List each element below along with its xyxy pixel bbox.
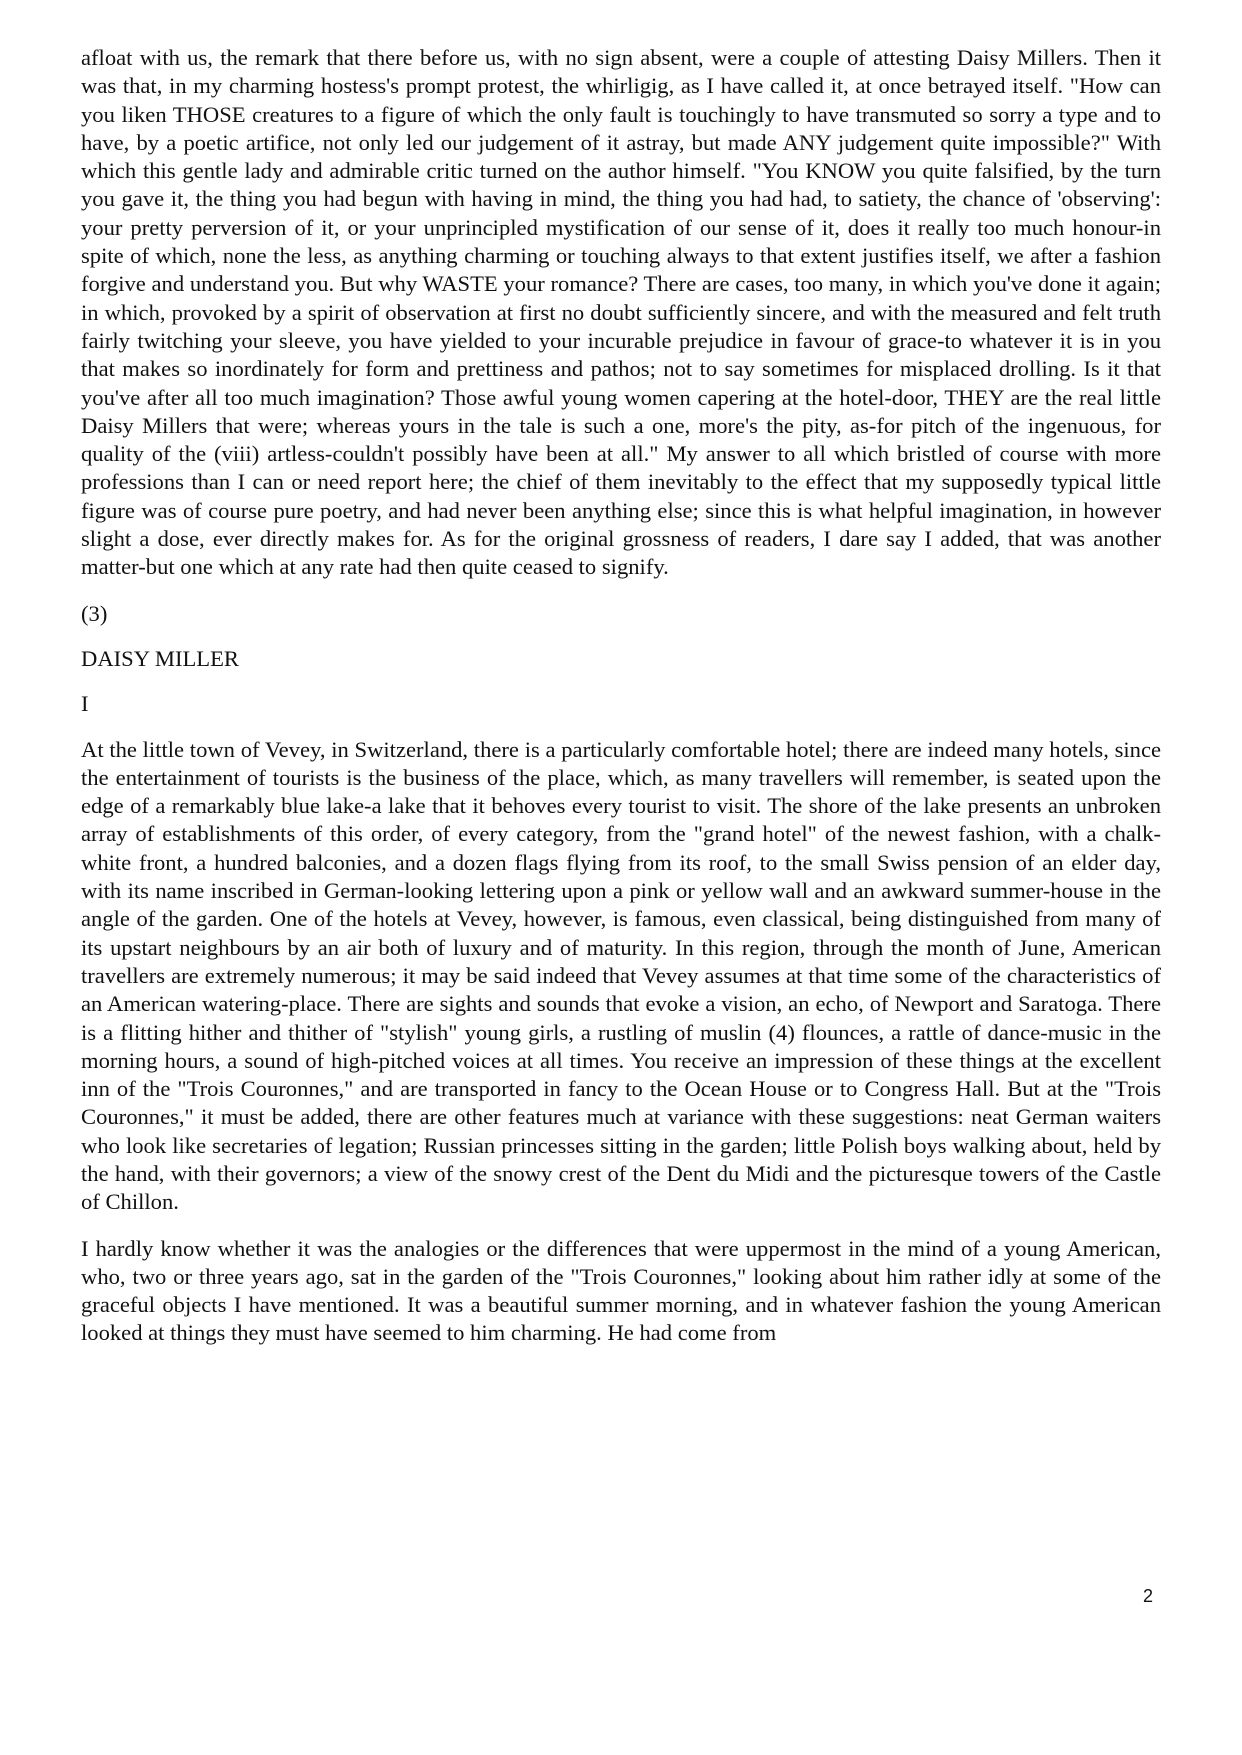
paragraph-vevey: At the little town of Vevey, in Switzerland, there is a particularly comfortable hotel; there are indeed many hotels, since the entertainment of tourists is the business of the place, which, as many travellers will remember, is seated upon the edge of a remarkably blue lake-a lake that it behoves every tourist to visit. The shore of the lake presents an unbroken array of establishments of this order, of every category, from the "grand hotel" of the newest fashion, with a chalk-white front, a hundred balconies, and a dozen flags flying from its roof, to the small Swiss pension of an elder day, with its name inscribed in German-looking lettering upon a pink or yellow wall and an awkward summer-house in the angle of the garden. One of the hotels at Vevey, however, is famous, even classical, being distinguished from many of its upstart neighbours by an air both of luxury and of maturity. In this region, through the month of June, American travellers are extremely numerous; it may be said indeed that Vevey assumes at that time some of the characteristics of an American watering-place. There are sights and sounds that evoke a vision, an echo, of Newport and Saratoga. There is a flitting hither and thither of "stylish" young girls, a rustling of muslin (4) flounces, a rattle of dance-music in the morning hours, a sound of high-pitched voices at all times. You receive an impression of these things at the excellent inn of the "Trois Couronnes," and are transported in fancy to the Ocean House or to Congress Hall. But at the "Trois Couronnes," it must be added, there are other features much at variance with these suggestions: neat German waiters who look like secretaries of legation; Russian princesses sitting in the garden; little Polish boys walking about, held by the hand, with their governors; a view of the snowy crest of the Dent du Midi and the picturesque towers of the Castle of Chillon. xyxy=(81,736,1161,1215)
story-title: DAISY MILLER xyxy=(81,645,239,671)
chapter-number: I xyxy=(81,691,89,717)
paragraph-preface-end: afloat with us, the remark that there before us, with no sign absent, were a couple of attesting Daisy Millers. Then it was that, in my charming hostess's prompt protest, the whirligig, as I have called it, at once betrayed itself. "How can you liken THOSE creatures to a figure of which the only fault is touchingly to have transmuted so sorry a type and to have, by a poetic artifice, not only led our judgement of it astray, but made ANY judgement quite impossible?" With which this gentle lady and admirable critic turned on the author himself. "You KNOW you quite falsified, by the turn you gave it, the thing you had begun with having in mind, the thing you had had, to satiety, the chance of 'observing': your pretty perversion of it, or your unprincipled mystification of our sense of it, does it really too much honour-in spite of which, none the less, as anything charming or touching always to that extent justifies itself, we after a fashion forgive and understand you. But why WASTE your romance? There are cases, too many, in which you've done it again; in which, provoked by a spirit of observation at first no doubt sufficiently sincere, and with the measured and felt truth fairly twitching your sleeve, you have yielded to your incurable prejudice in favour of grace-to whatever it is in you that makes so inordinately for form and prettiness and pathos; not to say sometimes for misplaced drolling. Is it that you've after all too much imagination? Those awful young women capering at the hotel-door, THEY are the real little Daisy Millers that were; whereas yours in the tale is such a one, more's the pity, as-for pitch of the ingenuous, for quality of the (viii) artless-couldn't possibly have been at all." My answer to all which bristled of course with more professions than I can or need report here; the chief of them inevitably to the effect that my supposedly typical little figure was of course pure poetry, and had never been anything else; since this is what helpful imagination, in however slight a dose, ever directly makes for. As for the original grossness of readers, I dare say I added, that was another matter-but one which at any rate had then quite ceased to signify. xyxy=(81,45,1161,580)
page-marker: (3) xyxy=(81,600,108,626)
document-page xyxy=(81,44,1161,1366)
page-number: 2 xyxy=(1142,1586,1153,1606)
paragraph-young-american: I hardly know whether it was the analogies or the differences that were uppermost in the mind of a young American, who, two or three years ago, sat in the garden of the "Trois Couronnes," looking about him rather idly at some of the graceful objects I have mentioned. It was a beautiful summer morning, and in whatever fashion the young American looked at things they must have seemed to him charming. He had come from xyxy=(81,1235,1161,1346)
